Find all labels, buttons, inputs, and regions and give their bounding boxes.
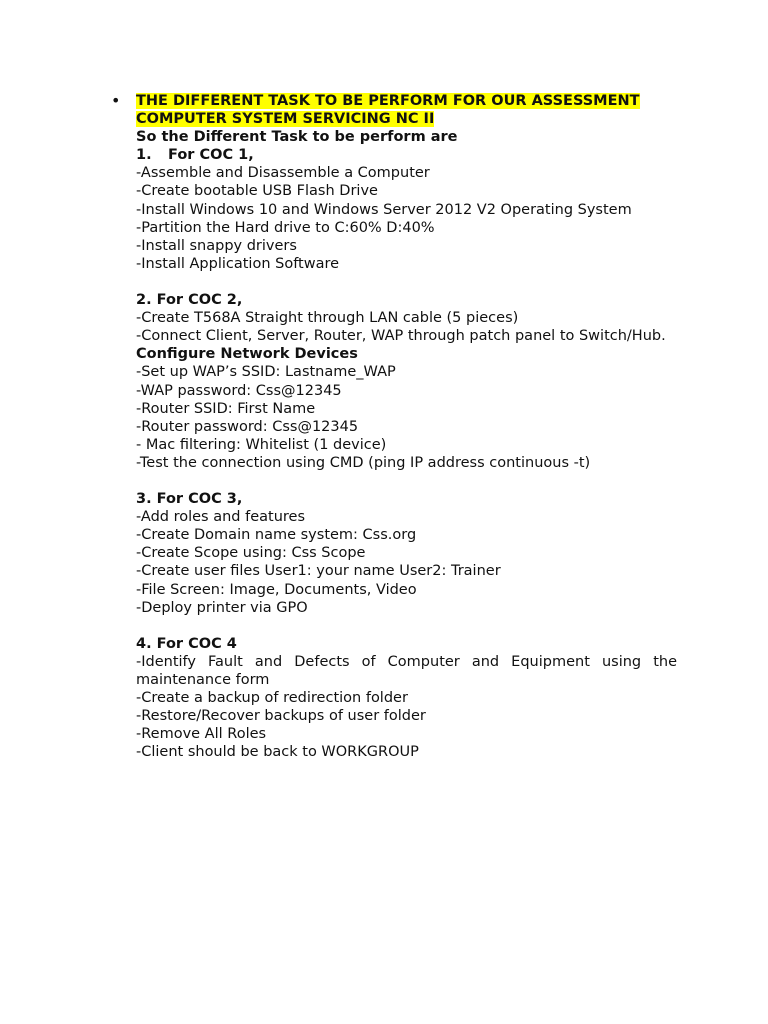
coc1-item: -Assemble and Disassemble a Computer (136, 165, 430, 182)
coc1-number: 1. (136, 147, 152, 164)
coc2-config-item: - Mac filtering: Whitelist (1 device) (136, 436, 387, 453)
coc2-config-item: -Test the connection using CMD (ping IP address continuous -t) (136, 454, 591, 471)
coc3-heading: 3. For COC 3, (136, 491, 243, 508)
coc3-item: -Create Scope using: Css Scope (136, 545, 366, 562)
heading-line-1: THE DIFFERENT TASK TO BE PERFORM FOR OUR ASSESSMENT (136, 93, 640, 109)
coc2-config-item: -Router password: Css@12345 (136, 418, 359, 435)
spacer (136, 472, 677, 490)
coc4-item: -Remove All Roles (136, 726, 267, 743)
coc1-item: -Create bootable USB Flash Drive (136, 183, 378, 200)
coc4-item: -Create a backup of redirection folder (136, 690, 408, 707)
coc3-item: -Add roles and features (136, 509, 306, 526)
intro-text: So the Different Task to be perform are (136, 129, 458, 146)
spacer (136, 273, 677, 291)
coc2-connect-item: -Connect Client, Server, Router, WAP through patch panel to Switch/Hub. (136, 328, 666, 345)
coc4-item: -Client should be back to WORKGROUP (136, 744, 419, 761)
coc1-item: -Partition the Hard drive to C:60% D:40% (136, 219, 435, 236)
coc1-item: -Install Application Software (136, 255, 340, 272)
coc2-heading: 2. For COC 2, (136, 292, 243, 309)
coc2-config-item: -Router SSID: First Name (136, 400, 316, 417)
coc2-subheading: Configure Network Devices (136, 346, 358, 363)
coc1-title: For COC 1, (168, 147, 254, 164)
coc3-item: -Create user files User1: your name User2: Trainer (136, 563, 501, 580)
coc3-item: -File Screen: Image, Documents, Video (136, 581, 417, 598)
coc1-item: -Install Windows 10 and Windows Server 2012 V2 Operating System (136, 201, 632, 218)
coc2-config-item: -Set up WAP’s SSID: Lastname_WAP (136, 364, 396, 381)
coc4-item: -Restore/Recover backups of user folder (136, 708, 426, 725)
bullet-icon: • (111, 91, 121, 110)
document-body (111, 91, 677, 761)
coc4-heading: 4. For COC 4 (136, 635, 237, 652)
coc3-item: -Deploy printer via GPO (136, 599, 308, 616)
coc2-item: -Create T568A Straight through LAN cable (5 pieces) (136, 310, 519, 327)
coc2-config-item: -WAP password: Css@12345 (136, 382, 342, 399)
coc3-item: -Create Domain name system: Css.org (136, 527, 417, 544)
coc1-heading (136, 146, 677, 164)
coc1-item: -Install snappy drivers (136, 237, 297, 254)
heading-line-2: COMPUTER SYSTEM SERVICING NC II (136, 111, 435, 128)
coc4-identify-item: -Identify Fault and Defects of Computer and Equipment using the maintenance form (136, 653, 677, 688)
spacer (136, 617, 677, 635)
